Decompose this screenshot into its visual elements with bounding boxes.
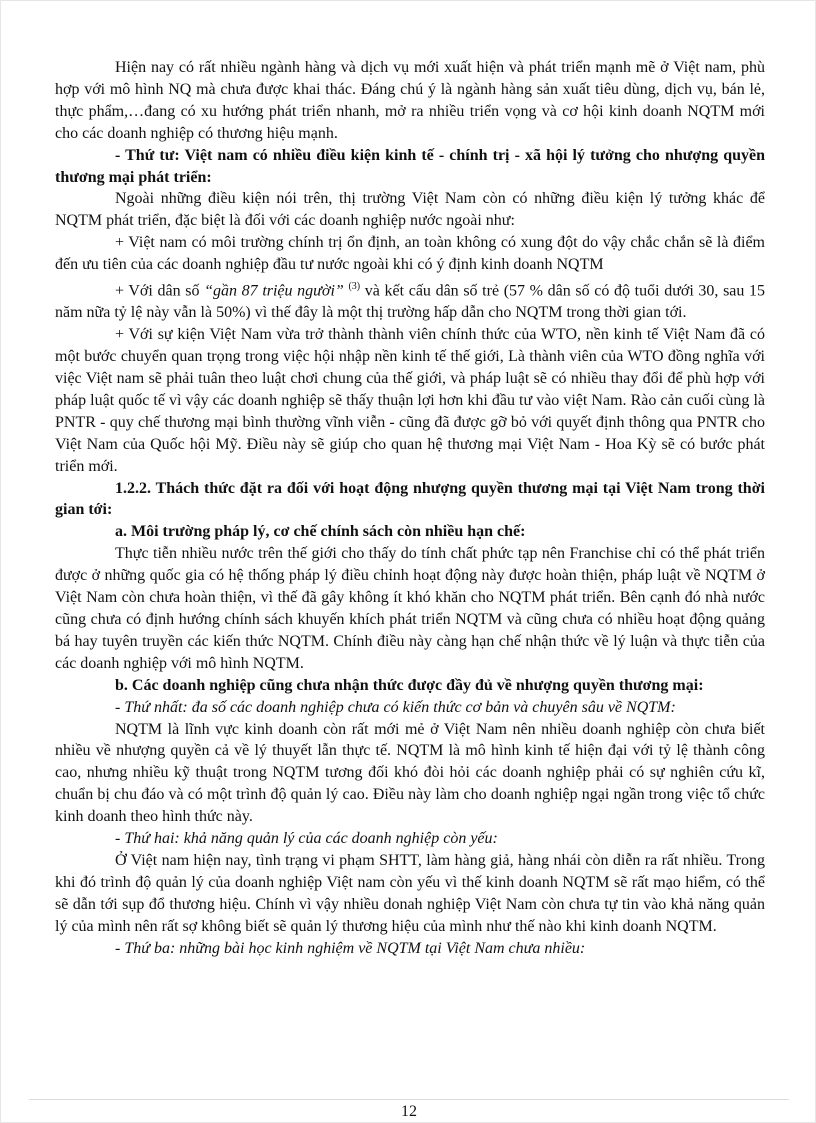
heading-thu-tu: - Thứ tư: Việt nam có nhiều điều kiện kinh tế - chính trị - xã hội lý tưởng cho nhượng quyền thương mại phát triển: <box>55 146 765 186</box>
text-run: + Với dân số <box>115 282 200 300</box>
italic-point-thu-hai: - Thứ hai: khả năng quản lý của các doanh nghiệp còn yếu: <box>115 830 498 848</box>
footnote-ref: (3) <box>348 281 361 293</box>
bullet-paragraph: + Việt nam có môi trường chính trị ổn định, an toàn không có xung đột do vậy chắc chắn sẽ là điểm đến ưu tiên của các doanh nghiệp đầu tư nước ngoài khi có ý định kinh doanh NQTM <box>55 234 765 274</box>
italic-point-thu-nhat: - Thứ nhất: đa số các doanh nghiệp chưa có kiến thức cơ bản và chuyên sâu về NQTM: <box>115 698 676 716</box>
paragraph: Ở Việt nam hiện nay, tình trạng vi phạm SHTT, làm hàng giả, hàng nhái còn diễn ra rất nhiều. Trong khi đó trình độ quản lý của doanh nghiệp Việt nam còn yếu vì thế kinh doanh NQTM sẽ rất mạo hiểm, có thể sẽ dẫn tới sụp đổ thương hiệu. Chính vì vậy nhiều donah nghiệp Việt Nam còn chưa tự tin vào khả năng quản lý của mình nên rất sợ không biết sẽ quản lý thương hiệu của mình như thế nào khi kinh doanh NQTM. <box>55 851 765 935</box>
paragraph: Thực tiễn nhiều nước trên thế giới cho thấy do tính chất phức tạp nên Franchise chỉ có thể phát triển được ở những quốc gia có hệ thống pháp lý điều chỉnh hoạt động này được hoàn thiện, pháp luật về NQTM ở Việt Nam còn chưa hoàn thiện, vì thế đã gây không ít khó khăn cho NQTM phát triển. Bên cạnh đó nhà nước cũng chưa có định hướng chính sách khuyến khích phát triển NQTM và cũng chưa có nhiều hoạt động quảng bá hay tuyên truyền các kiến thức NQTM. Chính điều này càng hạn chế nhận thức về lý luận và thực tiễn của các doanh nghiệp với mô hình NQTM. <box>55 545 765 672</box>
document-body <box>55 57 765 959</box>
paragraph: Hiện nay có rất nhiều ngành hàng và dịch vụ mới xuất hiện và phát triển mạnh mẽ ở Việt nam, phù hợp với mô hình NQ mà chưa được khai thác. Đáng chú ý là ngành hàng sản xuất tiêu dùng, dịch vụ, bán lẻ, thực phẩm,…đang có xu hướng phát triển nhanh, mở ra nhiều triển vọng và cơ hội kinh doanh NQTM mới cho các doanh nghiệp có thương hiệu mạnh. <box>55 59 765 142</box>
section-heading-1-2-2: 1.2.2. Thách thức đặt ra đối với hoạt động nhượng quyền thương mại tại Việt Nam trong thời gian tới: <box>55 479 765 519</box>
page-number: 12 <box>401 1103 417 1120</box>
quoted-text: “gần 87 triệu người” <box>204 282 344 300</box>
paragraph: Ngoài những điều kiện nói trên, thị trường Việt Nam còn có những điều kiện lý tưởng khác để NQTM phát triển, đặc biệt là đối với các doanh nghiệp nước ngoài như: <box>55 190 765 230</box>
subheading-a: a. Môi trường pháp lý, cơ chế chính sách còn nhiều hạn chế: <box>115 523 526 541</box>
text-run: và kết cấu dân số trẻ (57 % dân số có độ tuổi dưới 30, sau 15 năm nữa tỷ lệ này vẫn là 50%) vì thế đây là một thị trường hấp dẫn cho NQTM trong thời gian tới. <box>55 282 766 322</box>
bullet-paragraph-population <box>55 276 765 324</box>
subheading-b: b. Các doanh nghiệp cũng chưa nhận thức được đầy đủ về nhượng quyền thương mại: <box>115 676 704 694</box>
bullet-paragraph: + Với sự kiện Việt Nam vừa trở thành thành viên chính thức của WTO, nền kinh tế Việt Nam đã có một bước chuyển quan trọng trong việc hội nhập nền kinh tế thế giới, Là thành viên của WTO đồng nghĩa với việc Việt nam sẽ phải tuân theo luật chơi chung của thế giới, và pháp luật sẽ có nhiều thay đổi để phù hợp với pháp luật quốc tế vì vậy các doanh nghiệp sẽ thấy thuận lợi hơn khi đầu tư vào việt Nam. Rào cản cuối cùng là PNTR - quy chế thương mại bình thường vĩnh viễn - cũng đã được gỡ bỏ với quyết định thông qua PNTR cho Việt Nam của Quốc hội Mỹ. Điều này sẽ giúp cho quan hệ thương mại Việt Nam - Hoa Kỳ sẽ có bước phát triển mới. <box>55 326 765 475</box>
footer-divider <box>29 1099 789 1100</box>
italic-point-thu-ba: - Thứ ba: những bài học kinh nghiệm về NQTM tại Việt Nam chưa nhiều: <box>115 939 586 957</box>
paragraph: NQTM là lĩnh vực kinh doanh còn rất mới mẻ ở Việt Nam nên nhiều doanh nghiệp còn chưa biết nhiều về nhượng quyền cả về lý thuyết lẫn thực tế. NQTM là mô hình kinh tế hiện đại với tỷ lệ thành công cao, nhưng nhiều kỹ thuật trong NQTM tương đối khó đòi hỏi các doanh nghiệp phải có sự nghiên cứu kĩ, chuẩn bị chu đáo và có một trình độ quản lý cao. Điều này làm cho doanh nghiệp ngại ngần trong việc tổ chức kinh doanh theo hình thức này. <box>55 720 765 826</box>
